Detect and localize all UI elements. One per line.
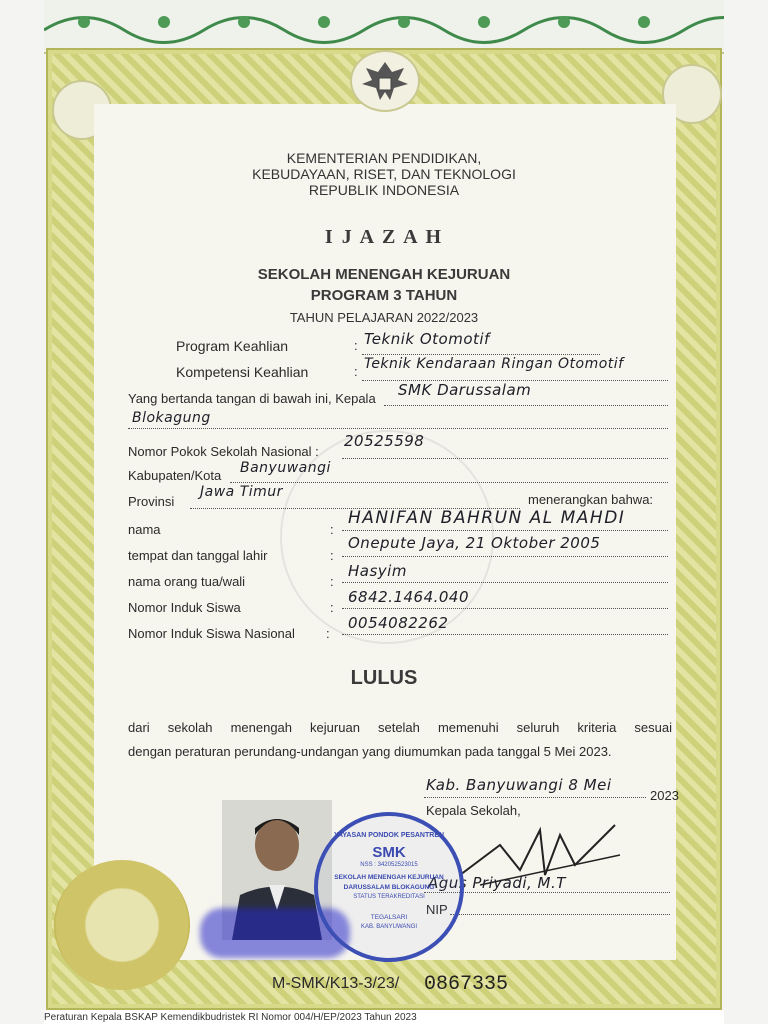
signature-year: 2023 [650,788,679,803]
school-name-dotted-line [384,405,668,406]
principal-role: Kepala Sekolah, [426,803,521,818]
stamp-line-1: SEKOLAH MENENGAH KEJURUAN [334,874,444,881]
signer-label: Yang bertanda tangan di bawah ini, Kepala [128,391,376,406]
nis-value: 6842.1464.040 [348,588,470,606]
gold-hologram-seal-icon [54,860,190,990]
city-dotted-line [230,482,668,483]
graduation-status: LULUS [350,667,418,689]
stamp-center-text: SMK [372,844,406,861]
program-colon: : [354,338,358,353]
program-value: Teknik Otomotif [364,330,490,348]
student-name-colon: : [330,522,334,537]
city-value: Banyuwangi [240,460,331,476]
stamp-nss: NSS : 342052523015 [360,862,418,868]
principal-name: Agus Priyadi, M.T [428,874,566,892]
stamp-line-5: KAB. BANYUWANGI [360,924,418,930]
birth-label: tempat dan tanggal lahir [128,548,268,563]
parent-dotted-line [342,582,668,583]
student-name-dotted-line [342,530,668,531]
school-type-heading: SEKOLAH MENENGAH KEJURUAN [257,266,511,283]
serial-number: 0867335 [424,973,509,996]
competency-label: Kompetensi Keahlian [176,364,309,380]
province-value: Jawa Timur [200,484,283,500]
nip-label: NIP [426,902,448,917]
school-name-value: SMK Darussalam [398,381,532,399]
npsn-label: Nomor Pokok Sekolah Nasional : [128,444,319,459]
program-label: Program Keahlian [176,338,289,354]
stamp-line-2: DARUSSALAM BLOKAGUNG [343,884,435,891]
nisn-label: Nomor Induk Siswa Nasional [128,626,295,641]
student-name-label: nama [128,522,161,537]
nisn-colon: : [326,626,330,641]
competency-value: Teknik Kendaraan Ringan Otomotif [364,356,624,372]
stamp-line-3: STATUS TERAKREDITASI [353,894,425,900]
school-name-cont-value: Blokagung [132,410,211,426]
place-date-value: Kab. Banyuwangi 8 Mei [426,776,612,794]
floral-ornament-icon [44,0,724,52]
city-label: Kabupaten/Kota [128,468,222,483]
place-date-dotted-line [424,797,646,798]
ministry-line-2: KEBUDAYAAN, RISET, DAN TEKNOLOGI [252,166,516,182]
npsn-dotted-line [342,458,668,459]
province-label: Provinsi [128,494,175,509]
serial-prefix: M-SMK/K13-3/23/ [272,975,400,992]
birth-colon: : [330,548,334,563]
statement-line-2: dengan peraturan perundang-undangan yang diumumkan pada tanggal 5 Mei 2023. [128,744,612,759]
nisn-dotted-line [342,634,668,635]
parent-value: Hasyim [348,562,407,580]
school-name-cont-dotted-line [128,428,668,429]
birth-value: Onepute Jaya, 21 Oktober 2005 [348,534,601,552]
ministry-line-3: REPUBLIK INDONESIA [308,182,460,198]
parent-colon: : [330,574,334,589]
statement-line-1: dari sekolah menengah kejuruan setelah memenuhi seluruh kriteria sesuai [128,720,672,735]
competency-colon: : [354,364,358,379]
nip-dotted-line [450,914,670,915]
document-title: I J A Z A H [324,226,444,248]
nisn-value: 0054082262 [348,614,449,632]
academic-year: TAHUN PELAJARAN 2022/2023 [289,310,479,325]
stamp-line-4: TEGALSARI [370,914,408,921]
program-duration-heading: PROGRAM 3 TAHUN [310,287,458,304]
nis-label: Nomor Induk Siswa [128,600,241,615]
nis-dotted-line [342,608,668,609]
stamp-arc-text: YAYASAN PONDOK PESANTREN [333,832,445,839]
footer-regulation-note: Peraturan Kepala BSKAP Kemendikbudristek RI Nomor 004/H/EP/2023 Tahun 2023 [44,1012,417,1023]
declares-text: menerangkan bahwa: [528,492,654,507]
nis-colon: : [330,600,334,615]
program-dotted-line [362,354,600,355]
garuda-emblem-icon [350,50,420,112]
ministry-line-1: KEMENTERIAN PENDIDIKAN, [286,150,482,166]
student-name-value: HANIFAN BAHRUN AL MAHDI [348,508,626,528]
parent-label: nama orang tua/wali [128,574,246,589]
npsn-value: 20525598 [344,432,425,450]
birth-dotted-line [342,556,668,557]
top-ornament-band [44,0,724,54]
school-stamp-icon [314,812,464,962]
